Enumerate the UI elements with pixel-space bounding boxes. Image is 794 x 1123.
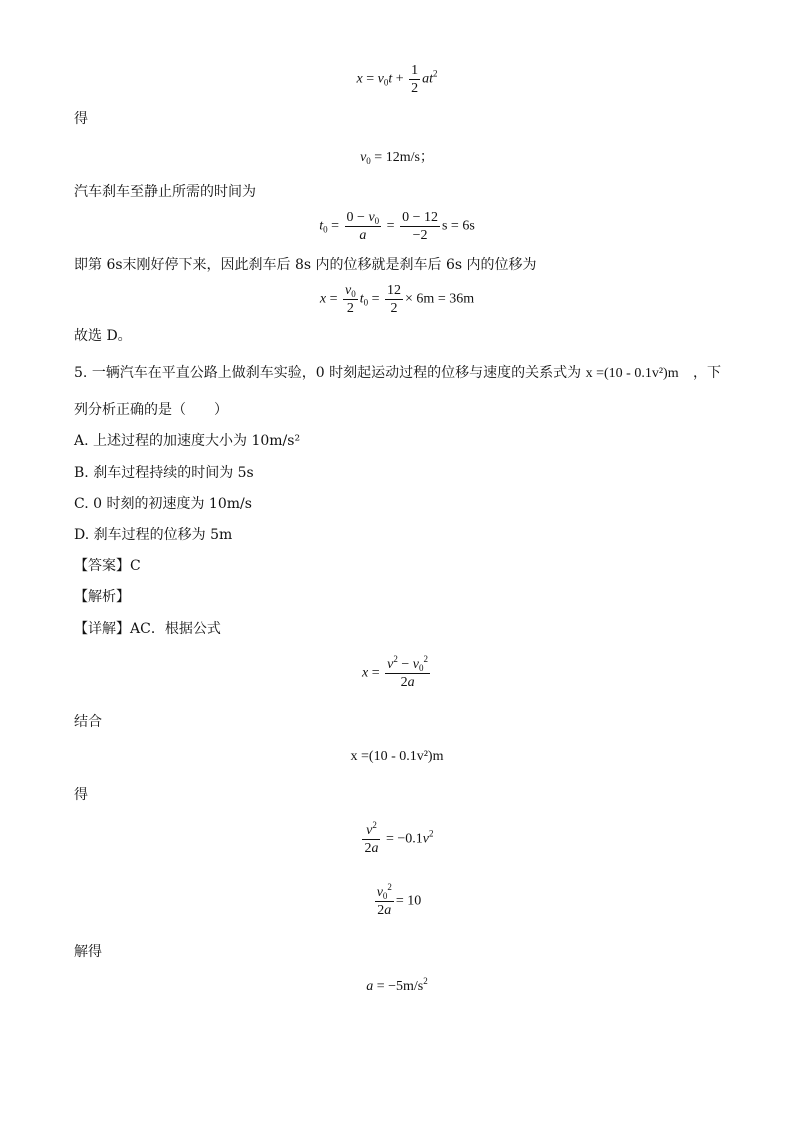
text-conclusion: 故选 D。 — [74, 328, 132, 344]
option-d — [74, 526, 232, 544]
question-stem-formula: x =(10 - 0.1v²)m — [585, 366, 679, 381]
text-combine: 结合 — [74, 714, 102, 730]
option-c — [74, 495, 252, 513]
equation-v0-squared: $\frac{v_0^2}{2a}$ = 10 — [376, 882, 422, 918]
equation-displacement: $x = v_0t$ + $\frac{1}{2}$ $at^2$ — [356, 63, 438, 96]
answer-line — [74, 557, 141, 575]
equation-v0: $v_0 = 12m/s$； — [360, 150, 434, 166]
text-de-1: 得 — [74, 111, 88, 127]
analysis-tag: 【解析】 — [74, 589, 130, 605]
text-de-2: 得 — [74, 787, 88, 803]
question-stem-line2: 列分析正确的是（ ） — [74, 402, 228, 418]
equation-result: $a = -5m/s^2$ — [366, 976, 428, 994]
question-stem-part1: 一辆汽车在平直公路上做刹车实验，0 时刻起运动过程的位移与速度的关系式为 — [91, 365, 582, 381]
option-c-label: C. — [74, 496, 89, 512]
equation-given: x =(10 - 0.1v²)m — [350, 749, 444, 764]
question-number: 5. — [74, 365, 88, 381]
equation-v-squared: $\frac{v^2}{2a}$ = $-0.1v^2$ — [364, 820, 434, 856]
text-solve: 解得 — [74, 944, 102, 960]
detail-text: AC．根据公式 — [130, 621, 221, 637]
eq-b-rhs: = 10 — [395, 893, 422, 909]
option-b-label: B. — [74, 465, 89, 481]
equation-displacement-36m: x = $\frac{v_0}{2}$ $t_0$ = $\frac{12}{2}$ × 6m = 36m — [319, 283, 475, 316]
option-a-text: 上述过程的加速度大小为 10m/s² — [93, 433, 301, 449]
option-c-text: 0 时刻的初速度为 10m/s — [93, 496, 252, 512]
option-a — [74, 432, 300, 450]
question-stem-part2: ，下 — [693, 365, 722, 381]
text-stop-time: 汽车刹车至静止所需的时间为 — [74, 184, 256, 200]
option-a-label: A. — [74, 433, 89, 449]
detail-tag: 【详解】 — [74, 621, 130, 637]
detail-line — [74, 620, 221, 638]
v0-value: 12m/s； — [385, 150, 434, 165]
answer-tag: 【答案】 — [74, 558, 130, 574]
equation-kinematic-formula: x = $\frac{v^2 - v_0^2}{2a}$ — [362, 654, 428, 690]
text-6s: 即第 6s末刚好停下来，因此刹车后 8s 内的位移就是刹车后 6s 内的位移为 — [74, 257, 537, 273]
question-stem-line1 — [74, 364, 721, 383]
answer-value: C — [130, 558, 141, 574]
option-d-text: 刹车过程的位移为 5m — [93, 527, 233, 543]
option-b — [74, 464, 254, 482]
option-d-label: D. — [74, 527, 90, 543]
option-b-text: 刹车过程持续的时间为 5s — [93, 465, 254, 481]
equation-stop-time: $t_0$ = $\frac{0 - v_0}{a}$ = $\frac{0 - 12}{-2}$ s = 6s — [319, 210, 475, 243]
